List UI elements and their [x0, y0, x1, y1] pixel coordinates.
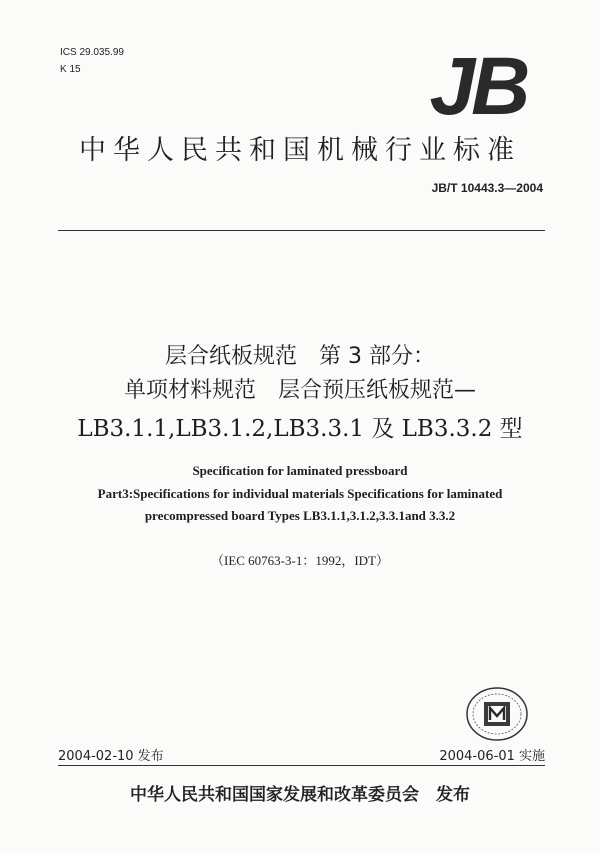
standard-number: JB/T 10443.3—2004 — [431, 181, 543, 195]
bottom-divider — [58, 765, 545, 766]
implementation-date: 2004-06-01 实施 — [439, 749, 545, 764]
organization-title: 中华人民共和国机械行业标准 — [79, 135, 521, 166]
publisher: 中华人民共和国国家发展和改革委员会 发布 — [130, 785, 470, 805]
category-code: K 15 — [60, 64, 81, 75]
english-title-line-3: precompressed board Types LB3.1.1,3.1.2,3.3.1and 3.3.2 — [144, 508, 456, 523]
chinese-title-line-1: 层合纸板规范 第 3 部分： — [165, 344, 435, 369]
english-title-line-1: Specification for laminated pressboard — [192, 463, 408, 478]
issue-date: 2004-02-10 发布 — [58, 749, 164, 764]
jb-logo — [418, 46, 538, 122]
top-divider — [58, 230, 545, 231]
iec-equivalence: （IEC 60763-3-1：1992，IDT） — [210, 553, 389, 568]
jb-logo-text: JB — [429, 46, 527, 122]
chinese-title-line-2: 单项材料规范 层合预压纸板规范— — [123, 378, 476, 403]
publisher-seal-icon — [464, 686, 530, 742]
ics-code: ICS 29.035.99 — [60, 47, 124, 58]
english-title-line-2: Part3:Specifications for individual materials Specifications for laminated — [97, 486, 503, 501]
chinese-title-line-3: LB3.1.1,LB3.1.2,LB3.3.1 及 LB3.3.2 型 — [77, 416, 523, 442]
